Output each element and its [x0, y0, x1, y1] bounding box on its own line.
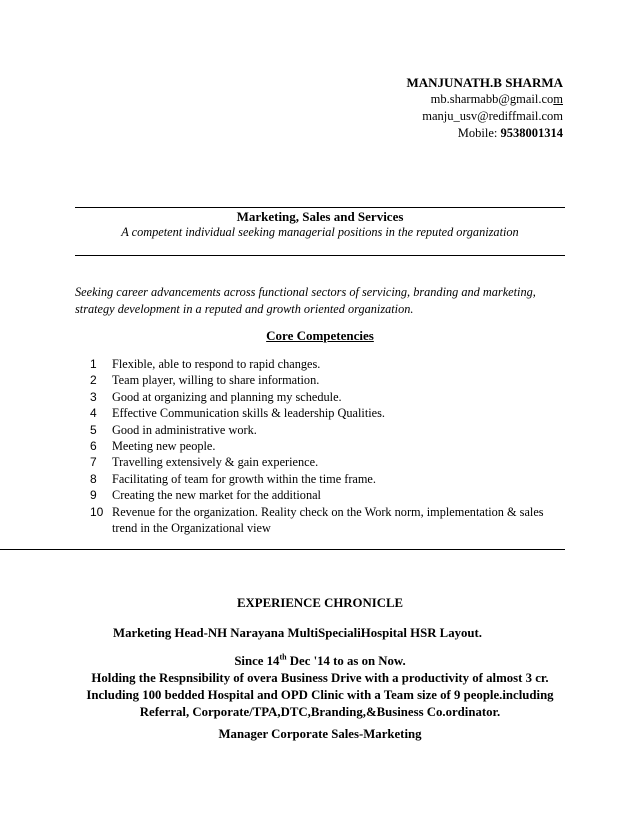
experience-role-title: Marketing Head-NH Narayana MultiSpecialiHospital HSR Layout.	[113, 626, 482, 640]
item-number: 6	[90, 439, 97, 454]
list-item	[90, 471, 560, 487]
list-item	[90, 422, 560, 438]
mobile-label: Mobile:	[457, 126, 498, 140]
item-text: Effective Communication skills & leadership Qualities.	[112, 406, 385, 421]
item-text: Creating the new market for the additional	[112, 488, 321, 503]
item-number: 2	[90, 373, 97, 388]
item-number: 3	[90, 389, 97, 404]
header-top-rule	[75, 207, 565, 208]
experience-line-3: Referral, Corporate/TPA,DTC,Branding,&Business Co.ordinator.	[139, 705, 501, 719]
experience-line-1: Holding the Respnsibility of overa Business Drive with a productivity of almost 3 cr.	[91, 671, 549, 685]
since-suffix: Dec '14 to as on Now.	[286, 654, 406, 668]
header-bottom-rule	[75, 255, 565, 256]
competencies-list	[90, 356, 560, 536]
section-divider-rule	[0, 549, 565, 550]
email-secondary: manju_usv@rediffmail.com	[422, 109, 563, 123]
headline-subtitle: A competent individual seeking managerial positions in the reputed organization	[121, 225, 519, 239]
list-item	[90, 356, 560, 372]
since-prefix: Since 14	[234, 654, 280, 668]
email-primary	[407, 91, 563, 108]
list-item	[90, 454, 560, 470]
experience-line-2: Including 100 bedded Hospital and OPD Clinic with a Team size of 9 people.including	[86, 688, 554, 702]
headline-title: Marketing, Sales and Services	[236, 209, 404, 224]
competencies-heading: Core Competencies	[266, 328, 374, 343]
item-text: Good at organizing and planning my schedule.	[112, 389, 342, 404]
since-superscript: th	[279, 652, 287, 662]
item-text: Team player, willing to share information.	[112, 373, 320, 388]
experience-details	[75, 653, 565, 721]
mobile-line	[407, 125, 563, 142]
list-item	[90, 405, 560, 421]
item-text: Flexible, able to respond to rapid changes.	[112, 357, 321, 371]
item-text: Facilitating of team for growth within the time frame.	[112, 471, 376, 486]
list-item	[90, 504, 560, 537]
item-text: Travelling extensively & gain experience.	[112, 455, 319, 470]
item-number: 10	[90, 504, 104, 519]
experience-heading: EXPERIENCE CHRONICLE	[236, 596, 404, 610]
item-number: 9	[90, 488, 97, 503]
item-number: 1	[90, 357, 97, 371]
list-item	[90, 372, 560, 388]
item-text: Revenue for the organization. Reality check on the Work norm, implementation & sales trend in the Organizational view	[112, 504, 544, 536]
item-text: Meeting new people.	[112, 439, 216, 454]
list-item	[90, 487, 560, 503]
item-number: 5	[90, 422, 97, 437]
list-item	[90, 389, 560, 405]
objective-text: Seeking career advancements across functional sectors of servicing, branding and marketing, strategy development in a reputed and growth oriented organization.	[75, 285, 536, 316]
contact-block	[407, 74, 563, 142]
item-number: 8	[90, 471, 97, 486]
experience-role-2: Manager Corporate Sales-Marketing	[218, 727, 422, 741]
candidate-name: MANJUNATH.B SHARMA	[406, 75, 563, 90]
item-number: 7	[90, 455, 97, 470]
experience-since	[75, 653, 565, 670]
list-item	[90, 438, 560, 454]
item-text: Good in administrative work.	[112, 422, 257, 437]
email-primary-main: mb.sharmabb@gmail.co	[430, 92, 554, 106]
mobile-number: 9538001314	[500, 126, 563, 140]
item-number: 4	[90, 406, 97, 421]
email-primary-tail: m	[553, 92, 563, 106]
